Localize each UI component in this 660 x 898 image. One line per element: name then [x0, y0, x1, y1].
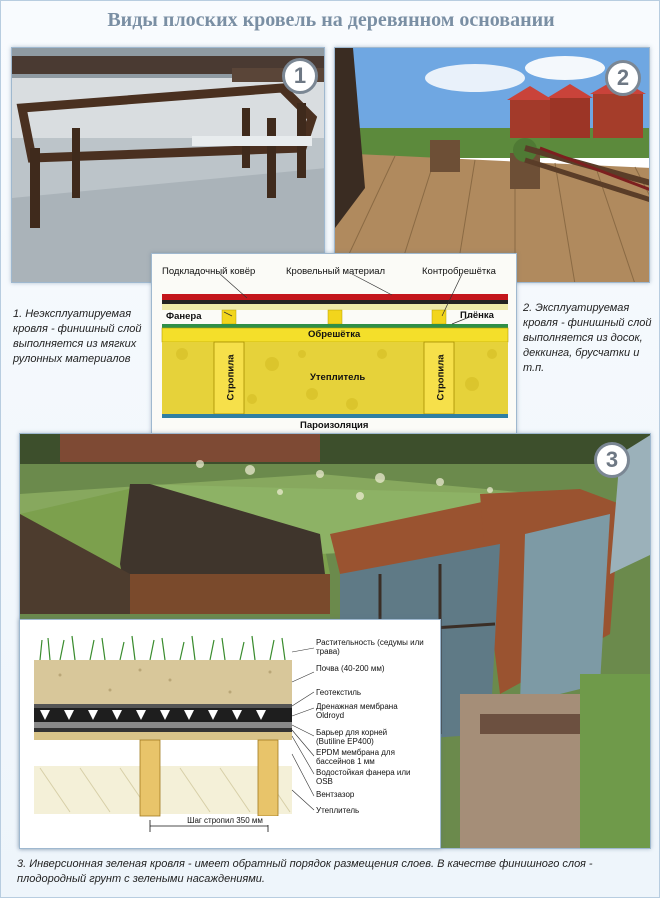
rafter-right — [258, 740, 278, 816]
label-film: Плёнка — [460, 310, 494, 321]
photo-roof-1 — [11, 47, 325, 283]
caption-roof-2: 2. Эксплуатируемая кровля - финишный слой выполняется из досок, деккинга, брусчатки и т.п. — [523, 302, 652, 374]
label-root-barrier: Барьер для корней (Butiline EP400) — [316, 728, 388, 746]
plywood-layer — [162, 304, 508, 310]
vapor-layer — [162, 414, 508, 418]
label-soil: Почва (40-200 мм) — [316, 664, 385, 673]
badge-3: 3 — [594, 442, 630, 478]
rafter-left — [140, 740, 160, 816]
label-insulation-3: Утеплитель — [316, 806, 360, 815]
label-rafter-step: Шаг стропил 350 мм — [170, 816, 280, 825]
label-rafter-left: Стропила — [225, 354, 237, 401]
label-vegetation: Растительность (седумы или трава) — [316, 638, 424, 656]
roof-section-diagram — [151, 253, 517, 435]
roofing-layer — [162, 294, 508, 300]
label-rafter-right: Стропила — [435, 354, 447, 401]
insulation-layer — [34, 766, 292, 814]
label-roofing: Кровельный материал — [286, 266, 386, 277]
label-underlay: Подкладочный ковёр — [162, 266, 256, 277]
label-lathing: Обрешётка — [308, 329, 361, 340]
label-plywood-osb: Водостойкая фанера или OSB — [316, 768, 411, 786]
label-vapor: Пароизоляция — [300, 420, 369, 431]
label-insulation: Утеплитель — [310, 372, 366, 383]
plywood-osb-layer — [34, 732, 292, 740]
epdm-layer — [34, 728, 292, 732]
label-vent-gap: Вентзазор — [316, 790, 355, 799]
caption-roof-3: 3. Инверсионная зеленая кровля - имеет обратный порядок размещения слоев. В качестве финишного слоя - плодородный грунт с зелеными насаждениями. — [17, 858, 593, 885]
label-plywood: Фанера — [166, 311, 202, 322]
label-epdm: EPDM мембрана для бассейнов 1 мм — [316, 748, 395, 766]
caption-roof-1: 1. Неэксплуатируемая кровля - финишный слой выполняется из мягких рулонных материалов — [13, 308, 142, 365]
label-drainage: Дренажная мембрана Oldroyd — [316, 702, 398, 720]
film-layer — [162, 324, 508, 328]
green-roof-section-diagram — [19, 619, 441, 849]
root-barrier-layer — [34, 722, 292, 728]
label-geotextile: Геотекстиль — [316, 688, 362, 697]
photo-2-illustration — [335, 48, 650, 283]
badge-2: 2 — [605, 60, 641, 96]
photo-roof-2 — [334, 47, 650, 283]
vent-gap — [34, 740, 292, 766]
page-title: Виды плоских кровель на деревянном основании — [107, 9, 555, 31]
soil-layer — [34, 660, 292, 704]
photo-1-illustration — [12, 48, 325, 283]
badge-1: 1 — [282, 58, 318, 94]
roof-section-drawing — [152, 254, 517, 435]
underlay-layer — [162, 300, 508, 304]
label-counter-batten: Контробрешётка — [422, 266, 496, 277]
geotextile-layer — [34, 704, 292, 708]
